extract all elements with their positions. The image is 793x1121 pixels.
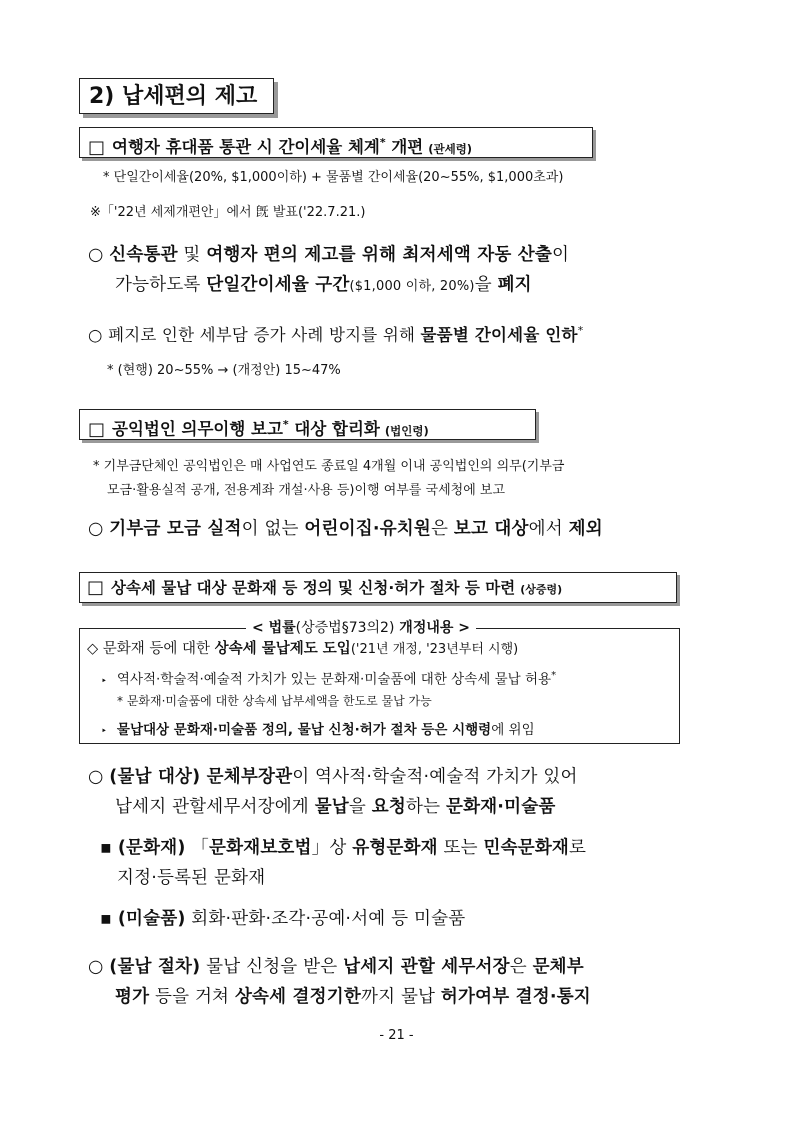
paragraph-line <box>88 953 584 981</box>
emphasis: (물납 대상) 문체부장관 <box>109 767 293 787</box>
emphasis: 납세지 관할 세무서장 <box>343 957 510 977</box>
emphasis: 단일간이세율 구간 <box>206 275 350 295</box>
text: 물납 신청을 받은 <box>200 957 344 977</box>
emphasis: 물품별 간이세율 인하 <box>420 325 578 345</box>
emphasis: 요청 <box>371 797 406 817</box>
footnote-cont: 모금·활용실적 공개, 전용계좌 개설·사용 등)이행 여부를 국세청에 보고 <box>107 483 506 498</box>
heading-text: 공익법인 의무이행 보고 <box>112 419 283 439</box>
emphasis: 신속통관 <box>109 245 178 265</box>
emphasis: 물납 <box>314 797 349 817</box>
triangle-bullet-icon: ‣ <box>101 675 107 687</box>
footnote-star: * <box>379 136 386 149</box>
text: 문화재 등에 대한 <box>98 641 215 657</box>
emphasis: (물납 절차) <box>109 957 201 977</box>
square-bullet-icon: ▪ <box>100 838 113 858</box>
paragraph-line <box>100 834 586 862</box>
square-bullet-icon: ▪ <box>100 909 113 929</box>
triangle-bullet-icon: ‣ <box>101 726 107 737</box>
bullet-circle: ○ <box>88 519 104 539</box>
text: 납세지 관할세무서장에게 <box>115 797 315 817</box>
text: 이 없는 <box>241 519 305 539</box>
footnote: * 기부금단체인 공익법인은 매 사업연도 종료일 4개월 이내 공익법인의 의무(기부금 <box>93 459 565 474</box>
text: 로 <box>569 838 587 858</box>
paragraph-line <box>115 983 591 1011</box>
heading-text-after: 대상 합리화 <box>288 419 380 439</box>
paragraph-line <box>88 241 569 269</box>
law-line <box>101 720 535 742</box>
heading-text-after: 개편 <box>385 137 424 157</box>
emphasis: 법률 <box>268 620 296 636</box>
heading-box-inheritance-tax <box>79 572 677 603</box>
text: 은 <box>509 957 533 977</box>
section-title: 2) 납세편의 제고 <box>79 78 274 114</box>
reference-note: ※「'22년 세제개편안」에서 旣 발표('22.7.21.) <box>90 205 366 220</box>
paragraph-line <box>100 905 465 933</box>
emphasis: 개정내용 > <box>394 620 470 636</box>
text: ($1,000 이하, 20%) <box>349 279 475 294</box>
text: < <box>252 620 269 636</box>
emphasis: 폐지 <box>497 275 532 295</box>
paragraph-line <box>115 793 555 821</box>
text: 은 <box>431 519 454 539</box>
text: (상증법§73의2) <box>295 620 395 636</box>
emphasis: 상속세 결정기한 <box>234 987 361 1007</box>
page-number: - 21 - <box>379 1028 414 1043</box>
paragraph-line <box>115 271 532 301</box>
emphasis: 허가여부 결정·통지 <box>440 987 591 1007</box>
emphasis: 보고 대상 <box>453 519 529 539</box>
heading-box-public-interest <box>79 409 536 440</box>
text: 또는 <box>437 838 484 858</box>
checkbox-symbol: □ <box>88 418 106 440</box>
law-tag: (법인령) <box>384 423 429 438</box>
law-box-title <box>246 617 476 637</box>
law-line <box>101 666 556 692</box>
heading-text: 상속세 물납 대상 문화재 등 정의 및 신청·허가 절차 등 마련 <box>111 579 516 597</box>
law-footnote: * 문화재·미술품에 대한 상속세 납부세액을 한도로 물납 가능 <box>117 694 432 708</box>
paragraph-line <box>88 317 583 350</box>
emphasis: 유형문화재 <box>352 838 438 858</box>
footnote-star: * <box>551 670 557 681</box>
bullet-circle: ○ <box>88 245 104 265</box>
bullet-circle: ○ <box>88 767 104 787</box>
emphasis: 물납대상 문화재·미술품 정의, 물납 신청·허가 절차 등은 시행령 <box>116 722 492 738</box>
emphasis: 상속세 물납제도 도입 <box>214 641 351 657</box>
checkbox-symbol: □ <box>88 136 106 158</box>
text: 등을 거쳐 <box>149 987 235 1007</box>
emphasis: (미술품) <box>117 909 186 929</box>
checkbox-symbol: □ <box>87 577 105 598</box>
emphasis: 민속문화재 <box>483 838 570 858</box>
text: 까지 물납 <box>360 987 441 1007</box>
heading-text: 여행자 휴대품 통관 시 간이세율 체계 <box>112 137 380 157</box>
text: 역사적·학술적·예술적 가치가 있는 문화재·미술품에 대한 상속세 물납 허용 <box>116 671 552 688</box>
paragraph-line <box>88 763 578 791</box>
text: 하는 <box>406 797 446 817</box>
footnote-star: * <box>577 324 584 337</box>
text: 및 <box>177 245 207 265</box>
footnote: * 단일간이세율(20%, $1,000이하) + 물품별 간이세율(20~55%, $1,000초과) <box>103 170 564 185</box>
footnote: * (현행) 20~55% → (개정안) 15~47% <box>107 363 341 378</box>
law-tag: (상증령) <box>520 583 563 596</box>
emphasis: 문화재·미술품 <box>445 797 556 817</box>
paragraph-line <box>88 515 603 543</box>
emphasis: 문체부 <box>532 957 584 977</box>
emphasis: 제외 <box>568 519 603 539</box>
text: 을 <box>348 797 372 817</box>
emphasis: 여행자 편의 제고를 위해 최저세액 자동 산출 <box>206 245 552 265</box>
text: 폐지로 인한 세부담 증가 사례 방지를 위해 <box>108 325 421 345</box>
emphasis: 평가 <box>115 987 150 1007</box>
footnote-star: * <box>282 418 289 431</box>
bullet-circle: ○ <box>88 325 103 345</box>
text: 「 <box>185 838 210 858</box>
text: 에서 <box>528 519 569 539</box>
text: 에 위임 <box>491 722 535 738</box>
law-tag: (관세령) <box>428 141 473 156</box>
text: 」상 <box>311 838 353 858</box>
text: 이 역사적·학술적·예술적 가치가 있어 <box>292 767 578 787</box>
emphasis: (문화재) <box>117 838 186 858</box>
emphasis: 어린이집·유치원 <box>304 519 432 539</box>
text: 이 <box>551 245 570 265</box>
text: 회화·판화·조각·공예·서예 등 미술품 <box>185 909 466 929</box>
text: ('21년 개정, '23년부터 시행) <box>350 642 519 657</box>
text: 을 <box>474 275 498 295</box>
emphasis: 기부금 모금 실적 <box>109 519 242 539</box>
bullet-circle: ○ <box>88 957 104 977</box>
emphasis: 문화재보호법 <box>209 838 312 858</box>
heading-box-travel-goods <box>79 127 593 158</box>
paragraph-line: 지정·등록된 문화재 <box>117 868 266 888</box>
diamond-icon: ◇ <box>87 641 99 657</box>
law-line <box>87 639 518 660</box>
text: 가능하도록 <box>115 275 207 295</box>
